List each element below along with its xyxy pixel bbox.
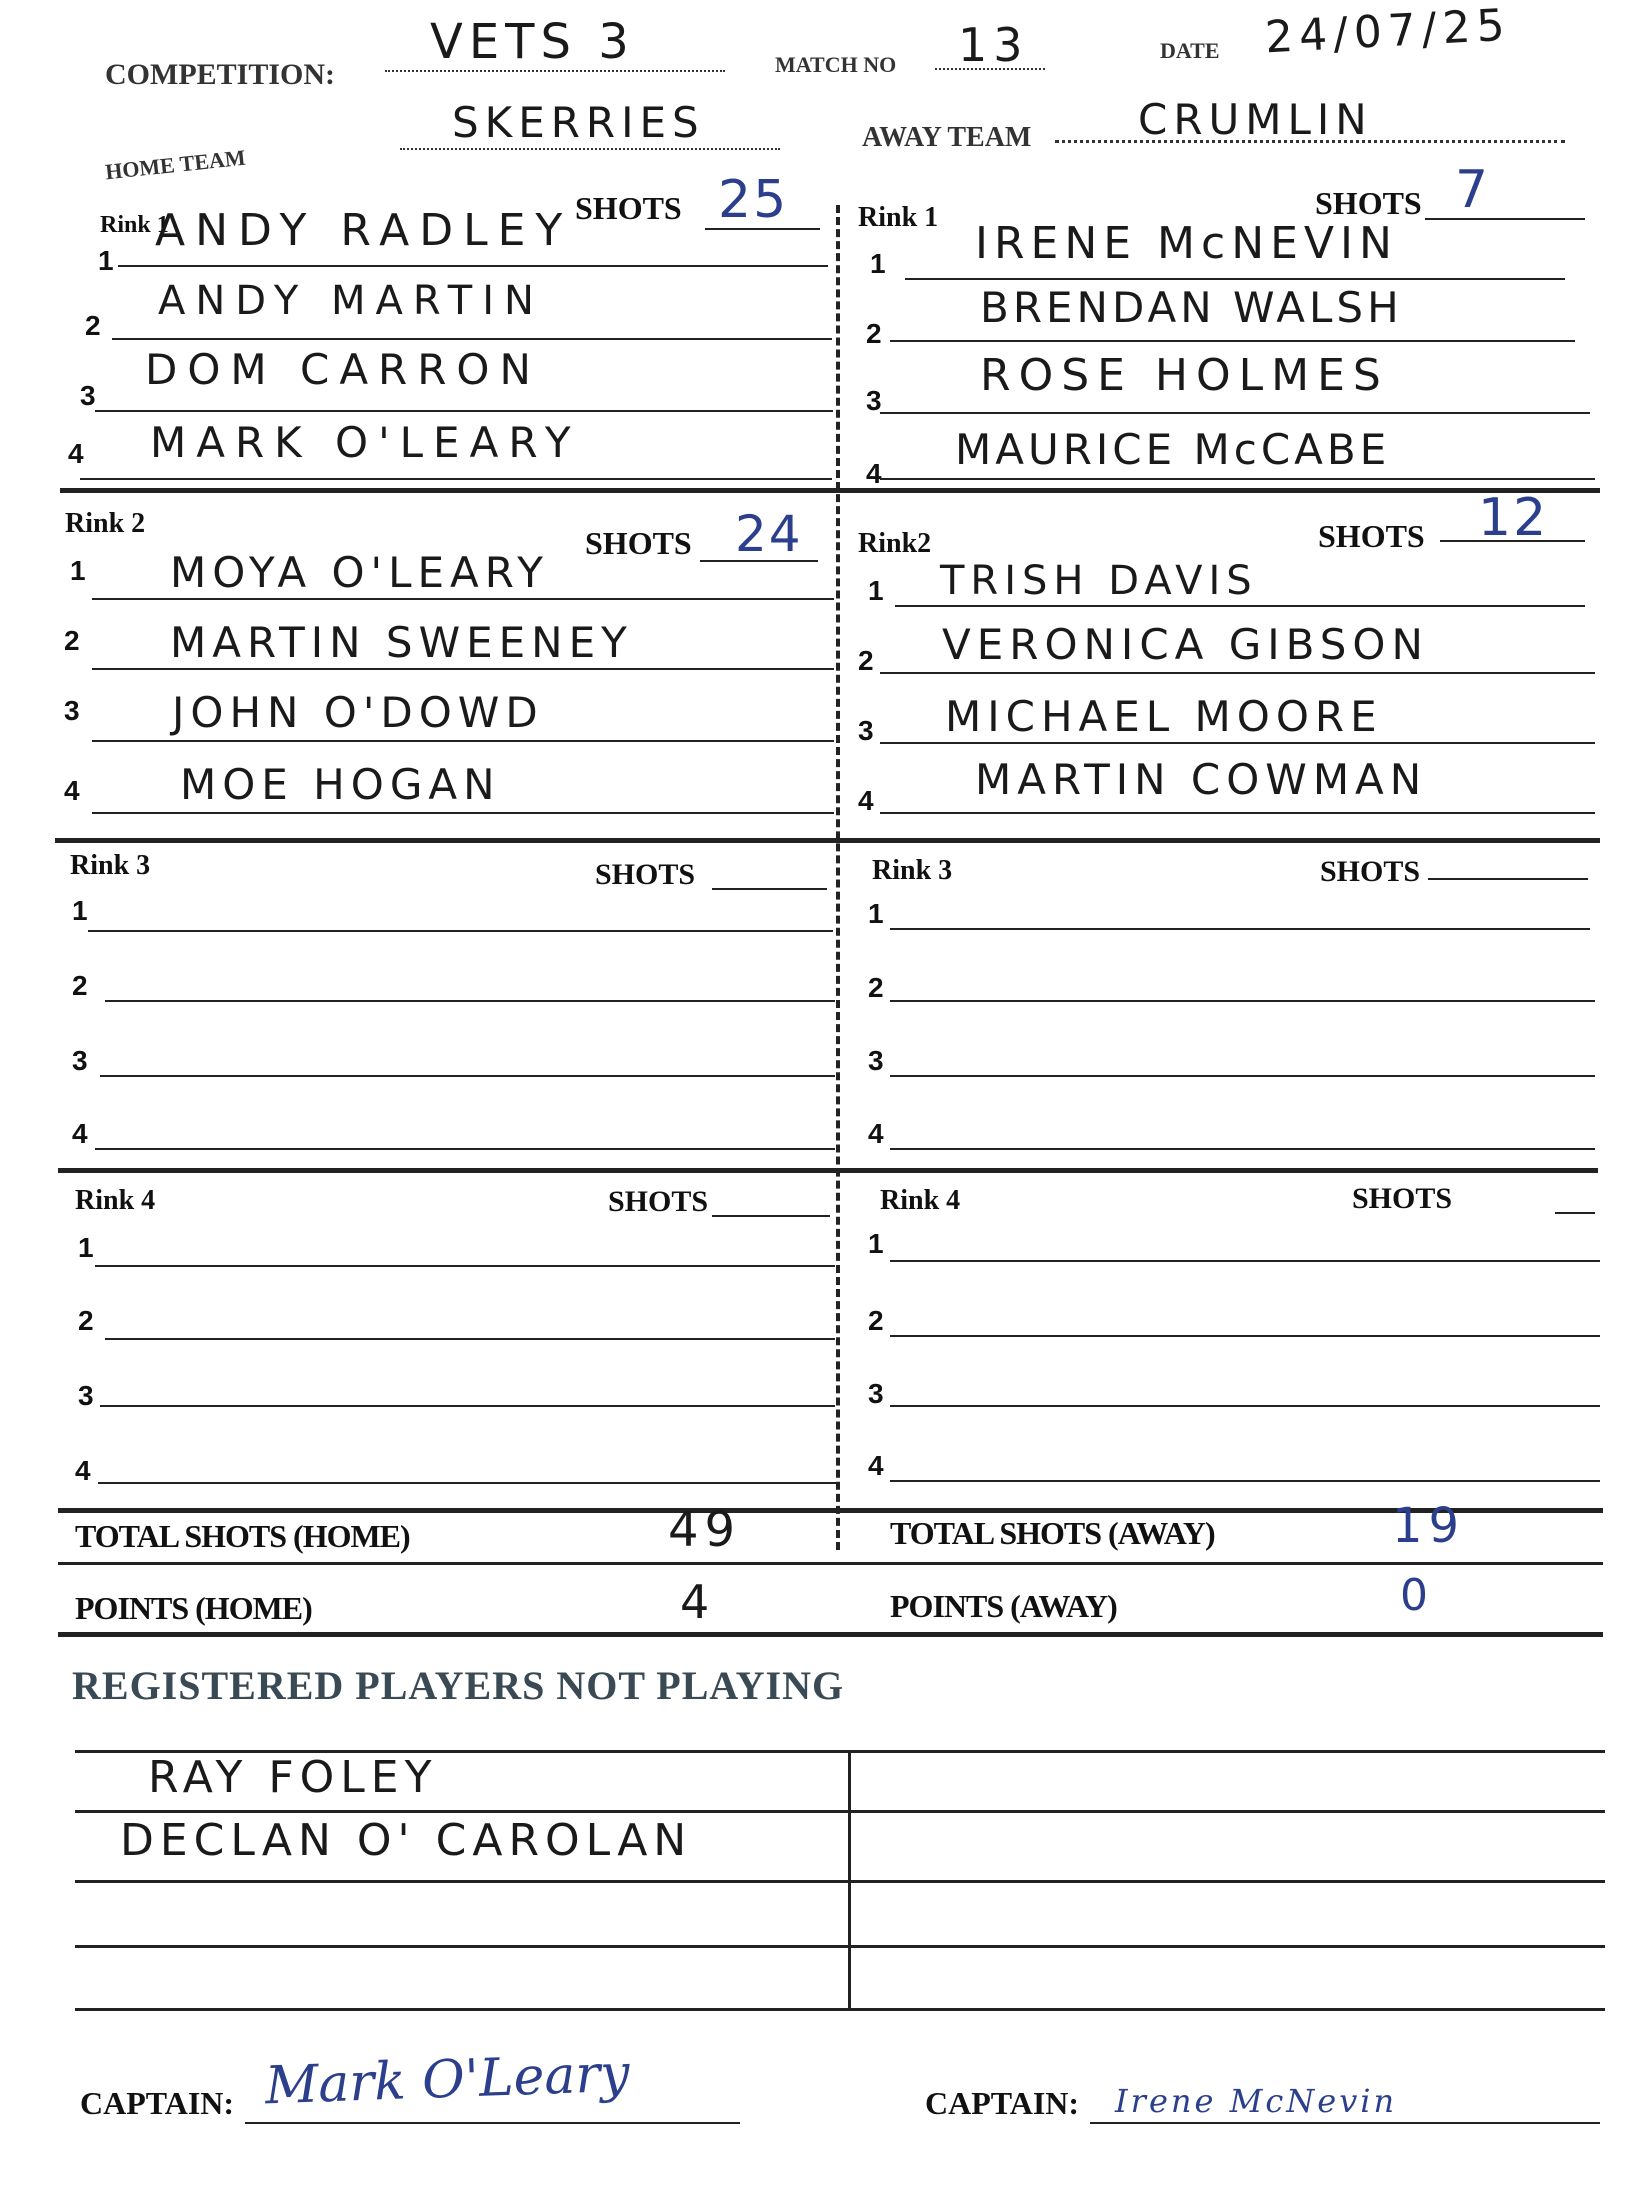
rink4-home-label: Rink 4: [75, 1185, 156, 1216]
rink3-away-num-1: 1: [868, 898, 884, 929]
rink4-away-shots-line: [1555, 1212, 1595, 1214]
rink1-away-num-4: 4: [866, 458, 882, 489]
rink3-away-line-4: [890, 1148, 1595, 1150]
home-team-underline: [400, 148, 780, 150]
rink1-bottom-rule: [60, 488, 1600, 493]
rink2-away-shots-line: [1440, 540, 1585, 542]
rink1-home-num-4: 4: [68, 438, 84, 469]
registered-line-4: [75, 1945, 1605, 1948]
rink2-home-player-2: MARTIN SWEENEY: [170, 618, 633, 667]
points-away-label: POINTS (AWAY): [890, 1588, 1117, 1624]
rink3-away-line-2: [890, 1000, 1595, 1002]
rink2-home-player-4: MOE HOGAN: [180, 760, 501, 809]
rink1-home-line-3: [95, 410, 833, 412]
rink3-away-line-3: [890, 1075, 1595, 1077]
registered-divider: [848, 1750, 851, 2008]
rink4-home-line-1: [95, 1265, 835, 1267]
rink1-away-line-3: [880, 412, 1590, 414]
away-team-underline: [1055, 140, 1565, 143]
rink4-away-line-1: [890, 1260, 1600, 1262]
rink2-home-label: Rink 2: [65, 508, 146, 539]
totals-rule: [58, 1562, 1603, 1565]
total-home-value: 49: [668, 1502, 742, 1558]
rink4-home-line-4: [98, 1482, 836, 1484]
rink4-home-num-1: 1: [78, 1232, 94, 1263]
rink1-away-player-1: IRENE McNEVIN: [975, 218, 1398, 269]
rink1-home-line-4: [80, 478, 832, 480]
rink1-home-num-3: 3: [80, 380, 96, 411]
points-home-value: 4: [680, 1575, 716, 1629]
rink2-away-player-1: TRISH DAVIS: [940, 558, 1258, 604]
center-divider: [836, 205, 840, 1550]
rink2-away-line-4: [880, 812, 1595, 814]
rink1-away-player-4: MAURICE McCABE: [955, 425, 1391, 474]
rink2-home-line-4: [92, 812, 834, 814]
rink3-home-label: Rink 3: [70, 850, 151, 881]
rink2-away-line-1: [895, 605, 1585, 607]
rink3-away-label: Rink 3: [872, 855, 953, 886]
rink3-home-line-2: [105, 1000, 835, 1002]
away-team-label: AWAY TEAM: [862, 122, 1032, 153]
rink2-home-player-1: MOYA O'LEARY: [170, 548, 549, 597]
rink3-home-shots-line: [712, 888, 827, 890]
total-away-label: TOTAL SHOTS (AWAY): [890, 1515, 1215, 1551]
rink2-away-player-3: MICHAEL MOORE: [945, 692, 1383, 741]
rink2-away-num-3: 3: [858, 715, 874, 746]
home-captain-label: CAPTAIN:: [80, 2085, 235, 2121]
rink1-away-num-1: 1: [870, 248, 886, 279]
rink3-away-num-4: 4: [868, 1118, 884, 1149]
rink3-home-num-2: 2: [72, 970, 88, 1001]
rink4-away-line-3: [890, 1405, 1600, 1407]
rink4-away-num-4: 4: [868, 1450, 884, 1481]
rink1-away-line-1: [905, 278, 1565, 280]
rink4-away-num-3: 3: [868, 1378, 884, 1409]
rink2-away-num-2: 2: [858, 645, 874, 676]
away-captain-signature: Irene McNevin: [1115, 2082, 1398, 2120]
rink2-home-shots-label: SHOTS: [585, 525, 692, 561]
registered-player-1: RAY FOLEY: [148, 1752, 438, 1803]
rink2-home-player-3: JOHN O'DOWD: [172, 688, 544, 737]
points-away-value: 0: [1400, 1570, 1434, 1621]
rink2-home-num-4: 4: [64, 775, 80, 806]
rink2-home-shots: 24: [735, 505, 803, 563]
rink1-home-label: Rink 1: [100, 212, 169, 238]
rink1-away-line-4: [880, 478, 1595, 480]
rink1-home-shots-line: [705, 228, 820, 230]
rink2-away-line-3: [880, 742, 1595, 744]
rink1-home-num-2: 2: [85, 310, 101, 341]
rink4-home-line-3: [100, 1405, 835, 1407]
points-home-label: POINTS (HOME): [75, 1590, 312, 1626]
home-team-value: SKERRIES: [452, 98, 705, 147]
rink4-home-shots-line: [712, 1215, 830, 1217]
rink2-away-shots-label: SHOTS: [1318, 518, 1425, 554]
match-value: 13: [958, 18, 1029, 72]
rink4-away-line-2: [890, 1335, 1600, 1337]
rink1-home-shots-label: SHOTS: [575, 190, 682, 226]
competition-value: VETS 3: [430, 14, 635, 70]
rink1-away-num-3: 3: [866, 385, 882, 416]
registered-line-2: [75, 1810, 1605, 1813]
rink4-away-num-2: 2: [868, 1305, 884, 1336]
total-home-label: TOTAL SHOTS (HOME): [75, 1518, 410, 1554]
rink3-home-num-1: 1: [72, 895, 88, 926]
rink2-away-line-2: [880, 672, 1595, 674]
rink3-away-num-2: 2: [868, 972, 884, 1003]
home-captain-signature: Mark O'Leary: [264, 2043, 631, 2117]
rink4-away-shots-label: SHOTS: [1352, 1182, 1453, 1215]
competition-label: COMPETITION:: [105, 58, 336, 91]
rink4-home-line-2: [105, 1338, 835, 1340]
rink3-away-num-3: 3: [868, 1045, 884, 1076]
rink1-home-player-2: ANDY MARTIN: [158, 278, 544, 324]
rink1-home-line-2: [112, 338, 832, 340]
rink3-home-line-3: [100, 1075, 835, 1077]
registered-line-5: [75, 2008, 1605, 2011]
rink4-home-num-4: 4: [75, 1455, 91, 1486]
rink2-home-num-2: 2: [64, 625, 80, 656]
rink3-away-shots-line: [1428, 878, 1588, 880]
home-captain-line: [245, 2122, 740, 2124]
date-value: 24/07/25: [1263, 0, 1512, 64]
rink3-away-shots-label: SHOTS: [1320, 855, 1421, 888]
rink4-away-label: Rink 4: [880, 1185, 961, 1216]
rink2-home-line-1: [92, 598, 834, 600]
registered-title: REGISTERED PLAYERS NOT PLAYING: [72, 1663, 845, 1708]
match-underline: [935, 68, 1045, 70]
rink2-away-num-4: 4: [858, 785, 874, 816]
rink2-away-shots: 12: [1478, 488, 1549, 548]
total-away-value: 19: [1392, 1498, 1466, 1554]
rink4-home-num-3: 3: [78, 1380, 94, 1411]
away-team-value: CRUMLIN: [1138, 95, 1373, 144]
rink2-away-num-1: 1: [868, 575, 884, 606]
rink3-home-num-4: 4: [72, 1118, 88, 1149]
rink3-away-line-1: [890, 928, 1590, 930]
rink1-home-num-1: 1: [98, 245, 114, 276]
rink2-home-num-1: 1: [70, 555, 86, 586]
rink1-home-player-1: ANDY RADLEY: [155, 205, 573, 256]
home-team-label: HOME TEAM: [104, 144, 247, 185]
rink2-away-player-2: VERONICA GIBSON: [942, 620, 1429, 669]
rink1-away-label: Rink 1: [858, 202, 939, 233]
rink1-home-player-4: MARK O'LEARY: [150, 418, 581, 467]
points-rule: [58, 1632, 1603, 1637]
competition-underline: [385, 70, 725, 72]
rink4-home-shots-label: SHOTS: [608, 1185, 709, 1218]
rink1-away-shots-label: SHOTS: [1315, 185, 1422, 221]
rink2-home-shots-line: [700, 560, 818, 562]
rink1-home-shots: 25: [718, 170, 789, 230]
rink2-bottom-rule: [55, 838, 1600, 843]
rink1-away-line-2: [890, 340, 1575, 342]
rink2-away-player-4: MARTIN COWMAN: [975, 755, 1428, 804]
rink2-away-label: Rink2: [858, 528, 932, 559]
away-captain-label: CAPTAIN:: [925, 2085, 1080, 2121]
rink1-away-player-3: ROSE HOLMES: [980, 350, 1389, 401]
rink1-home-line-1: [118, 265, 828, 267]
rink1-away-shots-line: [1425, 218, 1585, 220]
rink1-away-num-2: 2: [866, 318, 882, 349]
registered-player-2: DECLAN O' CAROLAN: [120, 1815, 693, 1866]
rink3-home-num-3: 3: [72, 1045, 88, 1076]
registered-line-3: [75, 1880, 1605, 1883]
rink2-home-line-2: [92, 668, 834, 670]
rink1-home-player-3: DOM CARRON: [145, 345, 541, 394]
rink4-away-num-1: 1: [868, 1228, 884, 1259]
rink3-bottom-rule: [58, 1168, 1598, 1173]
rink1-away-shots: 7: [1455, 160, 1495, 220]
rink3-home-line-1: [88, 930, 833, 932]
away-captain-line: [1090, 2122, 1600, 2124]
date-label: DATE: [1160, 38, 1220, 63]
rink4-away-line-4: [890, 1480, 1600, 1482]
rink4-home-num-2: 2: [78, 1305, 94, 1336]
rink3-home-line-4: [95, 1148, 835, 1150]
rink3-home-shots-label: SHOTS: [595, 858, 696, 891]
rink2-home-line-3: [92, 740, 834, 742]
rink1-away-player-2: BRENDAN WALSH: [980, 283, 1403, 332]
rink4-bottom-rule: [58, 1508, 1603, 1513]
rink2-home-num-3: 3: [64, 695, 80, 726]
match-label: MATCH NO: [775, 52, 897, 77]
